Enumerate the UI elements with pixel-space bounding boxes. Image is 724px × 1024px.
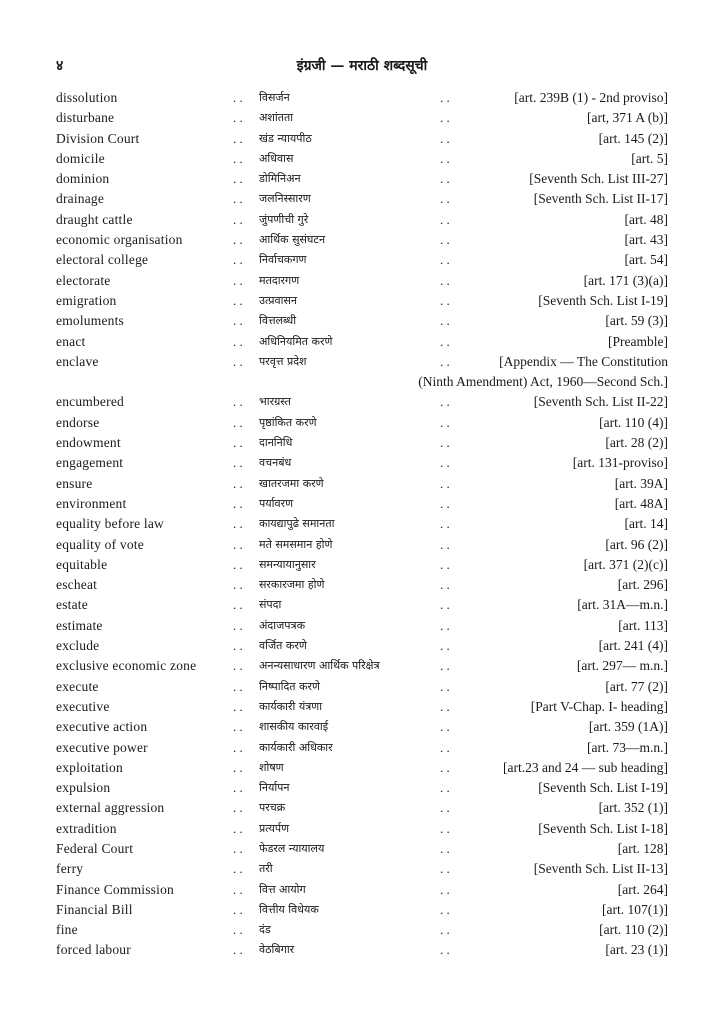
glossary-entry <box>0 413 724 433</box>
glossary-entry <box>0 819 724 839</box>
leader-dots: . . <box>233 191 243 207</box>
glossary-entry <box>0 474 724 494</box>
glossary-entry <box>0 514 724 534</box>
leader-dots: . . <box>233 475 243 491</box>
marathi-term: जलनिस्सारण <box>259 192 311 206</box>
glossary-entry <box>0 616 724 636</box>
leader-dots: . . <box>440 171 450 187</box>
leader-dots: . . <box>233 110 243 126</box>
glossary-entry <box>0 900 724 920</box>
english-term: equality before law <box>56 516 165 532</box>
glossary-entry <box>0 453 724 473</box>
article-reference: [art. 23 (1)] <box>605 942 668 958</box>
english-term: external aggression <box>56 800 165 816</box>
english-term: Division Court <box>56 130 140 146</box>
marathi-term: मते समसमान होणे <box>259 537 333 551</box>
article-reference: [art. 239B (1) - 2nd proviso] <box>514 90 668 105</box>
marathi-term: दंड <box>259 923 271 937</box>
english-term: expulsion <box>56 780 111 796</box>
article-reference: [art. 48] <box>624 211 668 227</box>
glossary-entry <box>0 839 724 859</box>
glossary-entry <box>0 595 724 615</box>
marathi-term: संपदा <box>259 598 282 612</box>
english-term: domicile <box>56 150 105 166</box>
leader-dots: . . <box>440 739 450 755</box>
glossary-entry <box>0 717 724 737</box>
leader-dots: . . <box>233 759 243 775</box>
english-term: executive action <box>56 719 148 735</box>
leader-dots: . . <box>233 820 243 836</box>
glossary-entry <box>0 880 724 900</box>
leader-dots: . . <box>233 313 243 329</box>
article-reference: [Part V-Chap. I- heading] <box>530 698 668 714</box>
marathi-term: अधिवास <box>259 151 294 165</box>
glossary-entry <box>0 656 724 676</box>
english-term: equality of vote <box>56 536 144 552</box>
marathi-term: अशांतता <box>259 111 294 125</box>
leader-dots: . . <box>233 861 243 877</box>
article-reference: [art. 359 (1A)] <box>588 719 668 735</box>
english-term: engagement <box>56 455 124 471</box>
article-reference: [art. 264] <box>617 881 668 897</box>
marathi-term: वित्तलब्धी <box>259 314 297 328</box>
leader-dots: . . <box>233 171 243 187</box>
marathi-term: अधिनियमित करणे <box>259 334 333 348</box>
english-term: estimate <box>56 617 103 633</box>
marathi-term: कार्यकारी यंत्रणा <box>259 699 323 713</box>
glossary-entry <box>0 149 724 169</box>
leader-dots: . . <box>233 617 243 633</box>
marathi-term: शोषण <box>259 760 284 774</box>
leader-dots: . . <box>233 556 243 572</box>
leader-dots: . . <box>233 840 243 856</box>
article-reference: [art. 31A—m.n.] <box>577 597 668 613</box>
glossary-entry <box>0 311 724 331</box>
marathi-term: पृष्ठांकित करणे <box>259 415 317 429</box>
glossary-entry <box>0 210 724 230</box>
glossary-entry <box>0 535 724 555</box>
leader-dots: . . <box>440 577 450 593</box>
leader-dots: . . <box>440 292 450 308</box>
glossary-entry <box>0 189 724 209</box>
english-term: Financial Bill <box>56 901 133 917</box>
marathi-term: मतदारगण <box>259 273 300 287</box>
leader-dots: . . <box>233 252 243 268</box>
glossary-entry <box>0 555 724 575</box>
leader-dots: . . <box>440 719 450 735</box>
glossary-entry <box>0 352 724 393</box>
leader-dots: . . <box>440 780 450 796</box>
article-reference: [Seventh Sch. List I-19] <box>538 780 668 796</box>
leader-dots: . . <box>440 556 450 572</box>
english-term: disturbane <box>56 110 115 126</box>
english-term: exploitation <box>56 759 123 775</box>
leader-dots: . . <box>440 211 450 227</box>
leader-dots: . . <box>233 536 243 552</box>
english-term: electoral college <box>56 252 149 268</box>
leader-dots: . . <box>233 922 243 938</box>
marathi-term: कार्यकारी अधिकार <box>259 740 333 754</box>
glossary-entry <box>0 230 724 250</box>
glossary-entry <box>0 271 724 291</box>
glossary-entry <box>0 250 724 270</box>
leader-dots: . . <box>440 232 450 248</box>
leader-dots: . . <box>440 455 450 471</box>
article-reference: [art. 113] <box>618 617 668 633</box>
leader-dots: . . <box>233 130 243 146</box>
leader-dots: . . <box>233 272 243 288</box>
article-reference: [art. 110 (4)] <box>599 414 668 430</box>
article-reference: [Seventh Sch. List II-22] <box>533 394 668 410</box>
leader-dots: . . <box>233 211 243 227</box>
marathi-term: तरी <box>259 862 273 876</box>
glossary-entry <box>0 920 724 940</box>
marathi-term: डोमिनिअन <box>259 172 301 186</box>
article-reference: [art. 145 (2)] <box>598 130 668 146</box>
leader-dots: . . <box>233 232 243 248</box>
article-reference: [art. 131-proviso] <box>572 455 668 471</box>
leader-dots: . . <box>440 414 450 430</box>
leader-dots: . . <box>233 881 243 897</box>
leader-dots: . . <box>440 820 450 836</box>
glossary-entry <box>0 575 724 595</box>
article-reference: [Seventh Sch. List I-18] <box>538 820 668 836</box>
marathi-term: आर्थिक सुसंघटन <box>259 233 326 247</box>
leader-dots: . . <box>233 719 243 735</box>
leader-dots: . . <box>440 597 450 613</box>
english-term: executive power <box>56 739 148 755</box>
english-term: forced labour <box>56 942 131 958</box>
leader-dots: . . <box>233 577 243 593</box>
leader-dots: . . <box>440 800 450 816</box>
leader-dots: . . <box>233 353 243 369</box>
marathi-term: खंड न्यायपीठ <box>259 131 312 145</box>
leader-dots: . . <box>233 780 243 796</box>
english-term: environment <box>56 495 127 511</box>
leader-dots: . . <box>233 597 243 613</box>
leader-dots: . . <box>440 536 450 552</box>
english-term: electorate <box>56 272 111 288</box>
english-term: estate <box>56 597 88 613</box>
marathi-term: पर्यावरण <box>259 496 294 510</box>
page-title: इंग्रजी — मराठी शब्दसूची <box>296 58 428 74</box>
leader-dots: . . <box>233 942 243 958</box>
glossary-entry <box>0 940 724 960</box>
leader-dots: . . <box>233 658 243 674</box>
leader-dots: . . <box>440 110 450 126</box>
leader-dots: . . <box>440 881 450 897</box>
article-reference: [art. 59 (3)] <box>605 313 668 329</box>
marathi-term: खातरजमा करणे <box>259 476 324 490</box>
page-number: ४ <box>56 58 64 74</box>
leader-dots: . . <box>440 840 450 856</box>
marathi-term: वेठबिगार <box>259 943 295 957</box>
marathi-term: विसर्जन <box>259 91 290 104</box>
leader-dots: . . <box>440 922 450 938</box>
marathi-term: परचक्र <box>259 801 286 815</box>
leader-dots: . . <box>440 333 450 349</box>
marathi-term: वचनबंध <box>259 456 292 470</box>
leader-dots: . . <box>233 292 243 308</box>
english-term: economic organisation <box>56 232 183 248</box>
leader-dots: . . <box>440 435 450 451</box>
glossary-entry <box>0 392 724 412</box>
article-reference: [art. 96 (2)] <box>605 536 668 552</box>
glossary-entry <box>0 677 724 697</box>
article-reference: [art, 371 A (b)] <box>587 110 668 126</box>
english-term: drainage <box>56 191 105 207</box>
marathi-term: अंदाजपत्रक <box>259 618 306 632</box>
english-term: exclusive economic zone <box>56 658 197 674</box>
article-reference: [Seventh Sch. List II-13] <box>533 861 668 877</box>
leader-dots: . . <box>440 353 450 369</box>
article-reference: [art. 48A] <box>614 495 668 511</box>
article-reference: [art. 297— m.n.] <box>576 658 668 674</box>
leader-dots: . . <box>440 191 450 207</box>
leader-dots: . . <box>440 759 450 775</box>
glossary-entry <box>0 291 724 311</box>
leader-dots: . . <box>440 394 450 410</box>
marathi-term: वर्जित करणे <box>259 639 307 653</box>
glossary-entry <box>0 697 724 717</box>
english-term: fine <box>56 922 78 938</box>
marathi-term: वित्तीय विधेयक <box>259 902 319 916</box>
marathi-term: उत्प्रवासन <box>259 293 297 307</box>
leader-dots: . . <box>440 90 450 105</box>
glossary-entry <box>0 636 724 656</box>
glossary-entry <box>0 169 724 189</box>
glossary-entry <box>0 778 724 798</box>
leader-dots: . . <box>233 800 243 816</box>
article-reference: [art. 73—m.n.] <box>587 739 668 755</box>
english-term: ferry <box>56 861 84 877</box>
article-reference: [art. 171 (3)(a)] <box>583 272 668 288</box>
english-term: Finance Commission <box>56 881 174 897</box>
leader-dots: . . <box>233 333 243 349</box>
leader-dots: . . <box>440 901 450 917</box>
leader-dots: . . <box>440 130 450 146</box>
article-reference: [art. 128] <box>617 840 668 856</box>
article-reference: [art. 296] <box>617 577 668 593</box>
marathi-term: दाननिधि <box>259 436 293 450</box>
leader-dots: . . <box>233 394 243 410</box>
leader-dots: . . <box>440 313 450 329</box>
marathi-term: सरकारजमा होणे <box>259 578 325 592</box>
glossary-entry <box>0 798 724 818</box>
english-term: encumbered <box>56 394 124 410</box>
english-term: Federal Court <box>56 840 134 856</box>
article-reference: [Seventh Sch. List II-17] <box>533 191 668 207</box>
leader-dots: . . <box>440 638 450 654</box>
article-reference: [art. 77 (2)] <box>605 678 668 694</box>
glossary-entry <box>0 738 724 758</box>
leader-dots: . . <box>233 90 243 105</box>
article-reference: [art.23 and 24 — sub heading] <box>503 759 668 775</box>
article-reference: [Seventh Sch. List I-19] <box>538 292 668 308</box>
article-reference: [art. 241 (4)] <box>598 638 668 654</box>
english-term: enact <box>56 333 86 349</box>
article-reference: [art. 107(1)] <box>602 901 668 917</box>
leader-dots: . . <box>233 638 243 654</box>
article-reference: [art. 54] <box>624 252 668 268</box>
article-reference: [Seventh Sch. List III-27] <box>529 171 668 187</box>
marathi-term: फेडरल न्यायालय <box>259 841 325 855</box>
leader-dots: . . <box>440 698 450 714</box>
article-reference: [art. 39A] <box>614 475 668 491</box>
glossary-entry <box>0 859 724 879</box>
english-term: emoluments <box>56 313 124 329</box>
leader-dots: . . <box>440 475 450 491</box>
marathi-term: शासकीय कारवाई <box>259 720 329 734</box>
marathi-term: अनन्यसाधारण आर्थिक परिक्षेत्र <box>259 659 380 673</box>
leader-dots: . . <box>440 861 450 877</box>
leader-dots: . . <box>233 698 243 714</box>
english-term: endowment <box>56 435 121 451</box>
glossary-entry <box>0 433 724 453</box>
leader-dots: . . <box>233 435 243 451</box>
marathi-term: जुंपणीची गुरे <box>259 212 309 226</box>
glossary-entry <box>0 332 724 352</box>
article-reference: [art. 5] <box>631 150 668 166</box>
article-reference: [Preamble] <box>608 333 668 349</box>
english-term: exclude <box>56 638 100 654</box>
leader-dots: . . <box>233 739 243 755</box>
leader-dots: . . <box>233 901 243 917</box>
marathi-term: समन्यायानुसार <box>259 557 316 571</box>
glossary-entry <box>0 494 724 514</box>
english-term: emigration <box>56 292 117 308</box>
glossary-entry <box>0 88 724 108</box>
marathi-term: निष्पादित करणे <box>259 679 320 693</box>
english-term: extradition <box>56 820 117 836</box>
leader-dots: . . <box>233 414 243 430</box>
leader-dots: . . <box>233 516 243 532</box>
leader-dots: . . <box>440 150 450 166</box>
leader-dots: . . <box>440 495 450 511</box>
english-term: dissolution <box>56 90 118 105</box>
english-term: draught cattle <box>56 211 133 227</box>
marathi-term: कायद्यापुढे समानता <box>259 517 335 531</box>
marathi-term: भारग्रस्त <box>259 395 291 409</box>
english-term: escheat <box>56 577 98 593</box>
english-term: enclave <box>56 353 99 369</box>
english-term: ensure <box>56 475 93 491</box>
article-reference: [art. 110 (2)] <box>599 922 668 938</box>
article-reference: [art. 43] <box>624 232 668 248</box>
english-term: equitable <box>56 556 108 572</box>
article-reference: [art. 14] <box>624 516 668 532</box>
article-reference-continued: (Ninth Amendment) Act, 1960—Second Sch.] <box>418 374 668 390</box>
marathi-term: निर्वाचकगण <box>259 253 307 267</box>
leader-dots: . . <box>440 617 450 633</box>
page-header <box>0 56 724 78</box>
english-term: executive <box>56 698 110 714</box>
leader-dots: . . <box>440 678 450 694</box>
article-reference: [art. 371 (2)(c)] <box>583 556 668 572</box>
leader-dots: . . <box>233 495 243 511</box>
article-reference: [Appendix — The Constitution <box>499 353 668 369</box>
english-term: endorse <box>56 414 100 430</box>
leader-dots: . . <box>440 272 450 288</box>
glossary-entry <box>0 129 724 149</box>
leader-dots: . . <box>440 252 450 268</box>
marathi-term: परवृत्त प्रदेश <box>259 354 307 368</box>
marathi-term: वित्त आयोग <box>259 882 306 896</box>
english-term: dominion <box>56 171 110 187</box>
article-reference: [art. 28 (2)] <box>605 435 668 451</box>
glossary-entry <box>0 758 724 778</box>
marathi-term: प्रत्यर्पण <box>259 821 290 835</box>
marathi-term: निर्यापन <box>259 781 290 795</box>
glossary-entries <box>0 88 724 961</box>
leader-dots: . . <box>440 942 450 958</box>
leader-dots: . . <box>233 678 243 694</box>
leader-dots: . . <box>440 516 450 532</box>
leader-dots: . . <box>440 658 450 674</box>
article-reference: [art. 352 (1)] <box>598 800 668 816</box>
english-term: execute <box>56 678 99 694</box>
leader-dots: . . <box>233 150 243 166</box>
leader-dots: . . <box>233 455 243 471</box>
glossary-entry <box>0 108 724 128</box>
